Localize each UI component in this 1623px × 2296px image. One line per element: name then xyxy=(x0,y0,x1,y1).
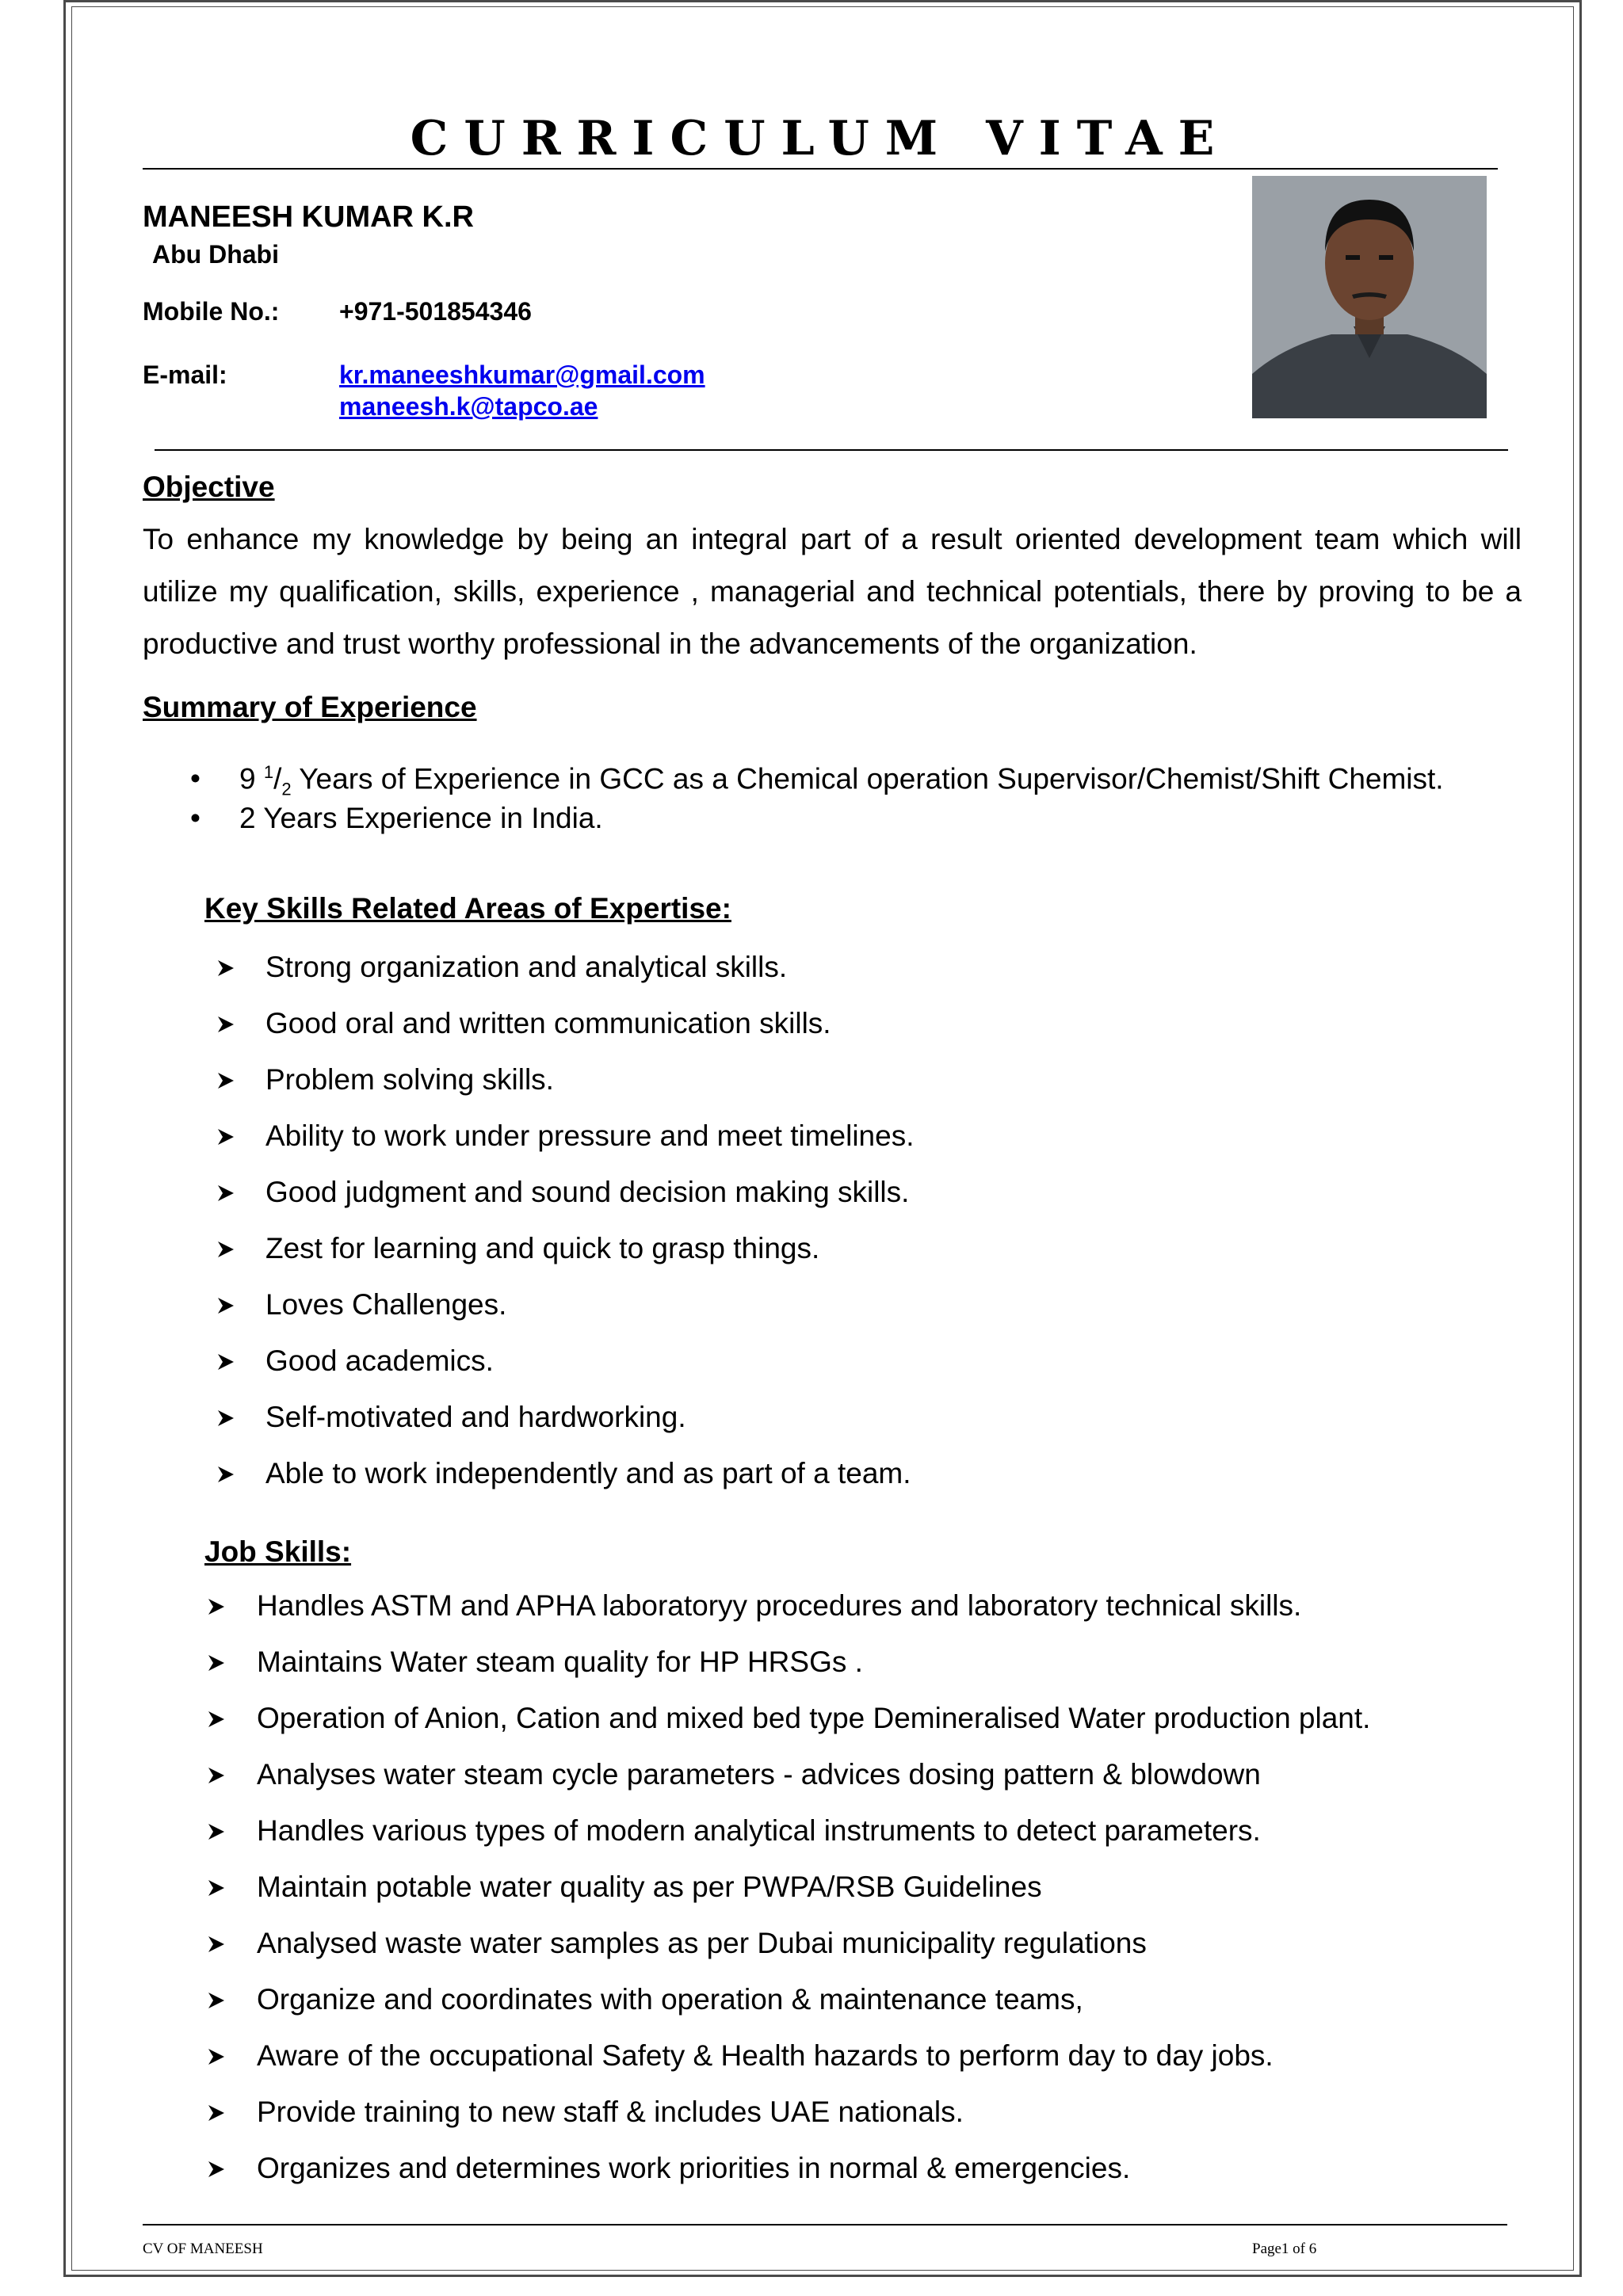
skill-item: Analysed waste water samples as per Dubai municipality regulations xyxy=(257,1927,1147,1959)
arrow-bullet-icon xyxy=(206,1990,227,2015)
arrow-bullet-icon xyxy=(206,1596,227,1621)
header-rule xyxy=(155,449,1508,451)
skill-item: Problem solving skills. xyxy=(265,1063,554,1096)
candidate-location: Abu Dhabi xyxy=(152,240,279,269)
job-skills-heading: Job Skills: xyxy=(204,1535,352,1568)
skill-item: Aware of the occupational Safety & Health hazards to perform day to day jobs. xyxy=(257,2039,1274,2072)
footer-page-number: Page1 of 6 xyxy=(1252,2241,1317,2257)
arrow-bullet-icon xyxy=(206,1878,227,1902)
skill-item: Handles various types of modern analytical instruments to detect parameters. xyxy=(257,1814,1261,1847)
candidate-name: MANEESH KUMAR K.R xyxy=(143,200,474,234)
footer-document-label: CV OF MANEESH xyxy=(143,2241,263,2257)
email-primary-link[interactable]: kr.maneeshkumar@gmail.com xyxy=(339,360,705,389)
skill-item: Provide training to new staff & includes UAE nationals. xyxy=(257,2096,964,2128)
arrow-bullet-icon xyxy=(206,2103,227,2127)
arrow-bullet-icon xyxy=(216,1464,236,1489)
email-secondary-link[interactable]: maneesh.k@tapco.ae xyxy=(339,392,598,421)
skill-item: Self-motivated and hardworking. xyxy=(265,1401,686,1433)
arrow-bullet-icon xyxy=(216,1352,236,1376)
objective-text: To enhance my knowledge by being an integral part of a result oriented development team which will utilize my qualification, skills, experience , managerial and technical potentials, there by proving to be a productive and trust worthy professional in the advancements of the organization. xyxy=(143,523,1522,660)
document-title: CURRICULUM VITAE xyxy=(410,111,1231,166)
bullet-dot-icon: • xyxy=(190,802,200,834)
objective-heading: Objective xyxy=(143,471,275,503)
skill-item: Ability to work under pressure and meet timelines. xyxy=(265,1119,915,1152)
skill-item: Zest for learning and quick to grasp things. xyxy=(265,1232,820,1264)
skill-item: Maintains Water steam quality for HP HRSGs . xyxy=(257,1646,863,1678)
profile-photo xyxy=(1252,176,1487,418)
arrow-bullet-icon xyxy=(206,2046,227,2071)
skill-item: Operation of Anion, Cation and mixed bed type Demineralised Water production plant. xyxy=(257,1702,1371,1734)
arrow-bullet-icon xyxy=(206,1765,227,1790)
arrow-bullet-icon xyxy=(216,958,236,982)
skill-item: Organize and coordinates with operation & maintenance teams, xyxy=(257,1983,1083,2016)
skill-item: Analyses water steam cycle parameters - advices dosing pattern & blowdown xyxy=(257,1758,1261,1791)
footer-rule xyxy=(143,2224,1507,2225)
arrow-bullet-icon xyxy=(216,1183,236,1207)
skill-item: Loves Challenges. xyxy=(265,1288,507,1321)
arrow-bullet-icon xyxy=(206,2159,227,2183)
skill-item: Strong organization and analytical skills. xyxy=(265,951,788,983)
skill-item: Good academics. xyxy=(265,1344,494,1377)
skill-item: Good oral and written communication skills. xyxy=(265,1007,831,1039)
skill-item: Maintain potable water quality as per PWPA/RSB Guidelines xyxy=(257,1871,1042,1903)
arrow-bullet-icon xyxy=(216,1239,236,1264)
arrow-bullet-icon xyxy=(206,1934,227,1958)
title-rule xyxy=(143,168,1498,170)
skill-item: Organizes and determines work priorities in normal & emergencies. xyxy=(257,2152,1131,2184)
key-skills-heading: Key Skills Related Areas of Expertise: xyxy=(204,892,731,925)
arrow-bullet-icon xyxy=(206,1653,227,1677)
arrow-bullet-icon xyxy=(216,1295,236,1320)
arrow-bullet-icon xyxy=(216,1408,236,1432)
arrow-bullet-icon xyxy=(216,1070,236,1095)
arrow-bullet-icon xyxy=(206,1821,227,1846)
email-label: E-mail: xyxy=(143,360,227,389)
skill-item: Good judgment and sound decision making skills. xyxy=(265,1176,910,1208)
bullet-dot-icon: • xyxy=(190,762,200,795)
arrow-bullet-icon xyxy=(216,1014,236,1039)
mobile-value: +971-501854346 xyxy=(339,297,532,326)
arrow-bullet-icon xyxy=(216,1127,236,1151)
mobile-label: Mobile No.: xyxy=(143,297,280,326)
skill-item: Able to work independently and as part of a team. xyxy=(265,1457,911,1489)
summary-heading: Summary of Experience xyxy=(143,691,477,723)
arrow-bullet-icon xyxy=(206,1709,227,1733)
skill-item: Handles ASTM and APHA laboratoryy procedures and laboratory technical skills. xyxy=(257,1589,1302,1622)
